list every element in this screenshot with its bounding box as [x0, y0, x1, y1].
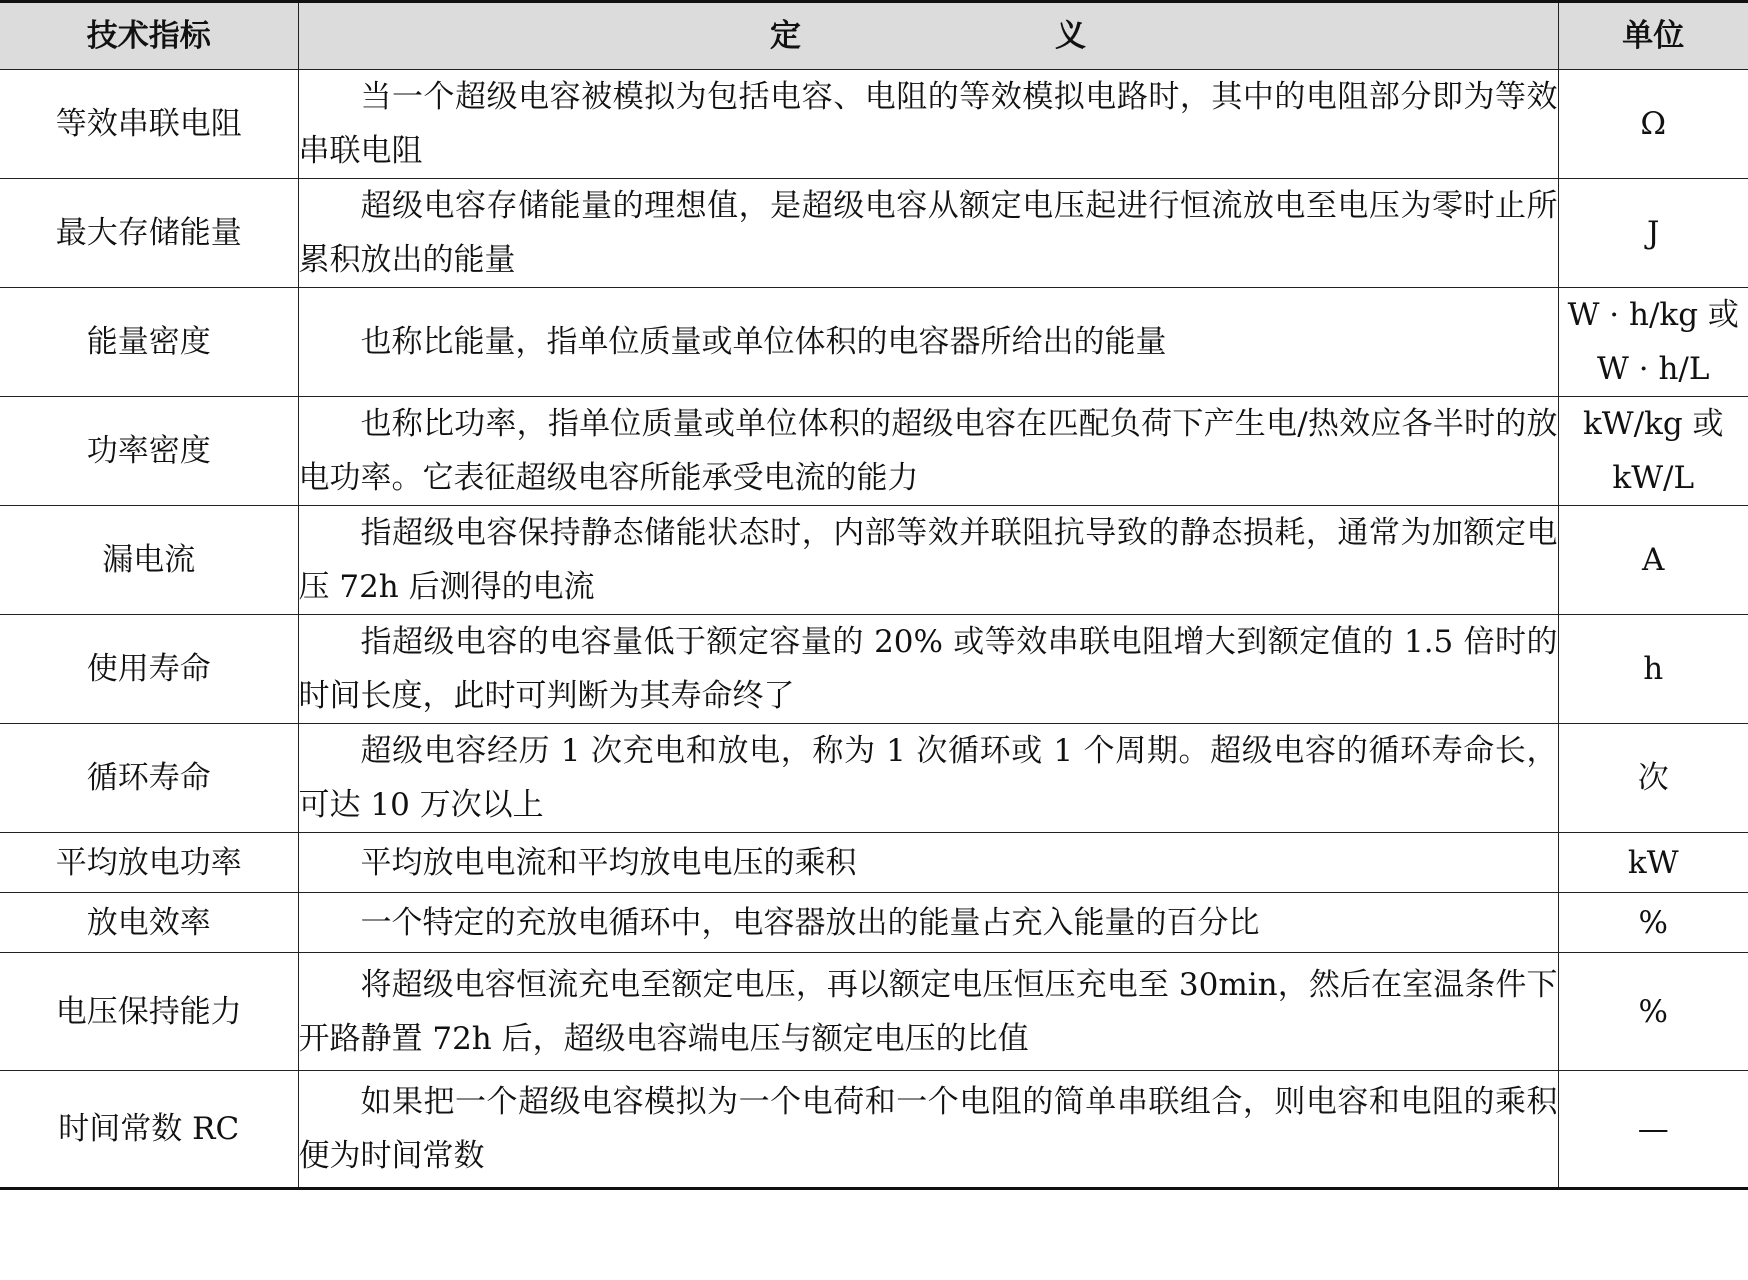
indicator-definition: 超级电容存储能量的理想值，是超级电容从额定电压起进行恒流放电至电压为零时止所累积放出的能量 [298, 179, 1558, 288]
indicator-definition: 将超级电容恒流充电至额定电压，再以额定电压恒压充电至 30min，然后在室温条件下开路静置 72h 后，超级电容端电压与额定电压的比值 [298, 953, 1558, 1071]
indicator-unit: J [1558, 179, 1748, 288]
table-header-row [0, 2, 1748, 70]
indicator-definition: 平均放电电流和平均放电电压的乘积 [298, 833, 1558, 893]
table-row [0, 288, 1748, 397]
header-technical-indicator: 技术指标 [0, 2, 298, 70]
indicator-definition: 也称比能量，指单位质量或单位体积的电容器所给出的能量 [298, 288, 1558, 397]
indicator-unit: h [1558, 615, 1748, 724]
indicator-definition: 一个特定的充放电循环中，电容器放出的能量占充入能量的百分比 [298, 893, 1558, 953]
indicator-name: 时间常数 RC [0, 1071, 298, 1189]
table-row [0, 506, 1748, 615]
indicator-definition: 指超级电容保持静态储能状态时，内部等效并联阻抗导致的静态损耗，通常为加额定电压 72h 后测得的电流 [298, 506, 1558, 615]
table-row [0, 397, 1748, 506]
indicator-name: 最大存储能量 [0, 179, 298, 288]
table-row [0, 893, 1748, 953]
indicator-name: 放电效率 [0, 893, 298, 953]
table-row [0, 615, 1748, 724]
indicator-unit: % [1558, 893, 1748, 953]
indicator-unit: — [1558, 1071, 1748, 1189]
table-row [0, 179, 1748, 288]
header-definition: 定 义 [298, 2, 1558, 70]
indicator-name: 使用寿命 [0, 615, 298, 724]
indicator-name: 能量密度 [0, 288, 298, 397]
indicator-name: 功率密度 [0, 397, 298, 506]
indicator-name: 电压保持能力 [0, 953, 298, 1071]
indicator-unit: kW/kg 或 kW/L [1558, 397, 1748, 506]
indicator-definition: 超级电容经历 1 次充电和放电，称为 1 次循环或 1 个周期。超级电容的循环寿命长，可达 10 万次以上 [298, 724, 1558, 833]
indicator-unit: Ω [1558, 70, 1748, 179]
indicator-unit: 次 [1558, 724, 1748, 833]
indicator-definition: 当一个超级电容被模拟为包括电容、电阻的等效模拟电路时，其中的电阻部分即为等效串联电阻 [298, 70, 1558, 179]
indicator-definition: 也称比功率，指单位质量或单位体积的超级电容在匹配负荷下产生电/热效应各半时的放电功率。它表征超级电容所能承受电流的能力 [298, 397, 1558, 506]
indicator-name: 漏电流 [0, 506, 298, 615]
table-row [0, 70, 1748, 179]
indicator-unit: kW [1558, 833, 1748, 893]
indicator-name: 循环寿命 [0, 724, 298, 833]
indicator-unit: W · h/kg 或 W · h/L [1558, 288, 1748, 397]
table-row [0, 833, 1748, 893]
table-row [0, 724, 1748, 833]
indicator-unit: % [1558, 953, 1748, 1071]
indicator-name: 等效串联电阻 [0, 70, 298, 179]
indicator-unit: A [1558, 506, 1748, 615]
indicator-definition: 如果把一个超级电容模拟为一个电荷和一个电阻的简单串联组合，则电容和电阻的乘积便为时间常数 [298, 1071, 1558, 1189]
table-row [0, 953, 1748, 1071]
indicator-name: 平均放电功率 [0, 833, 298, 893]
header-unit: 单位 [1558, 2, 1748, 70]
table-row [0, 1071, 1748, 1189]
indicator-definition: 指超级电容的电容量低于额定容量的 20% 或等效串联电阻增大到额定值的 1.5 倍时的时间长度，此时可判断为其寿命终了 [298, 615, 1558, 724]
